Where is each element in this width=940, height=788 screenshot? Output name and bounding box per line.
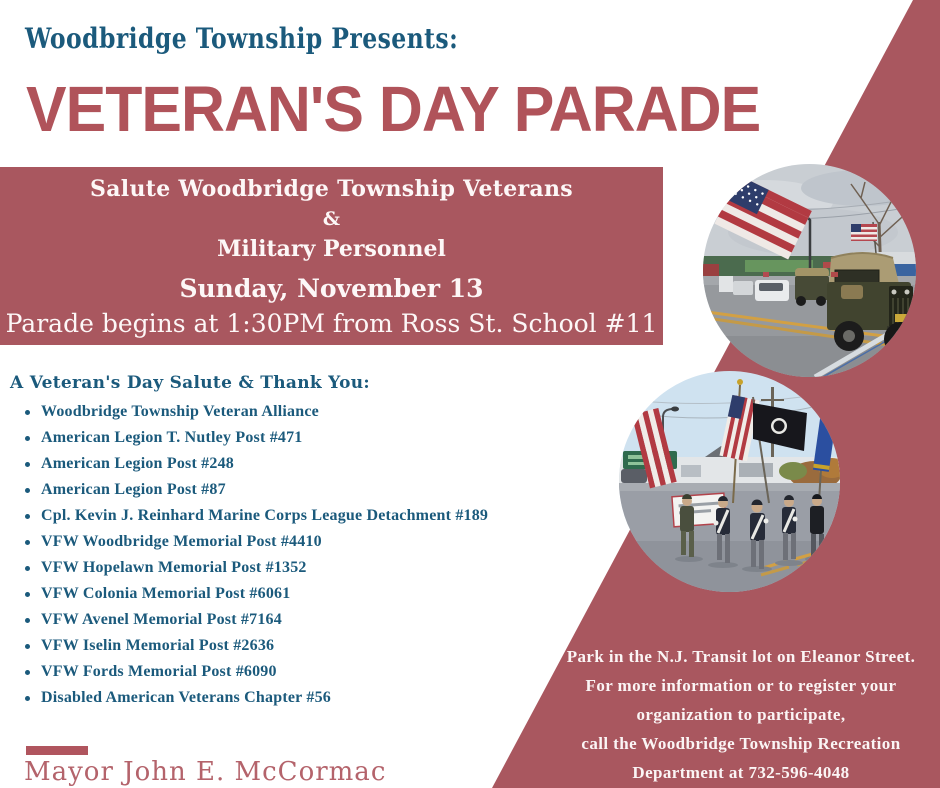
list-item [22,607,488,633]
parade-jeep-image [703,164,916,377]
list-item [22,425,488,451]
list-item [22,633,488,659]
event-banner [0,167,663,345]
list-item [22,477,488,503]
parade-photo-1 [703,164,916,377]
list-item [22,555,488,581]
organization-name: VFW Colonia Memorial Post #6061 [41,585,291,602]
banner-ampersand: & [322,208,341,230]
signature-bar [26,746,88,755]
info-line: organization to participate, [636,705,846,724]
list-item [22,659,488,685]
info-line: Park in the N.J. Transit lot on Eleanor Street. [566,647,916,666]
banner-salute-line: Salute Woodbridge Township Veterans [90,176,573,202]
list-item [22,685,488,711]
presents-line: Woodbridge Township Presents: [25,22,459,55]
info-line: For more information or to register your [585,676,897,695]
organization-name: VFW Avenel Memorial Post #7164 [41,611,282,628]
signature-name: Mayor John E. McCormac [24,757,387,787]
organization-name: American Legion Post #87 [41,481,226,498]
organization-name: Disabled American Veterans Chapter #56 [41,689,331,706]
color-guard-image [619,371,840,592]
organization-name: Woodbridge Township Veteran Alliance [41,403,319,420]
organization-name: VFW Fords Memorial Post #6090 [41,663,277,680]
organization-name: American Legion T. Nutley Post #471 [41,429,303,446]
salute-heading: A Veteran's Day Salute & Thank You: [10,373,370,393]
organization-list [22,399,488,711]
organization-name: VFW Hopelawn Memorial Post #1352 [41,559,307,576]
organization-name: VFW Woodbridge Memorial Post #4410 [41,533,322,550]
list-item [22,399,488,425]
page-title: VETERAN'S DAY PARADE [26,73,761,145]
parking-info [545,648,937,788]
banner-military-line: Military Personnel [217,236,446,262]
info-line: Department at 732-596-4048 [632,763,850,782]
organization-name: American Legion Post #248 [41,455,234,472]
list-item [22,503,488,529]
organization-name: VFW Iselin Memorial Post #2636 [41,637,275,654]
info-line: call the Woodbridge Township Recreation [581,734,901,753]
list-item [22,581,488,607]
list-item [22,451,488,477]
parade-photo-2 [619,371,840,592]
organization-name: Cpl. Kevin J. Reinhard Marine Corps League Detachment #189 [41,507,489,524]
banner-details-line: Parade begins at 1:30PM from Ross St. School #11 [5,309,658,338]
list-item [22,529,488,555]
banner-date-line: Sunday, November 13 [179,274,484,303]
